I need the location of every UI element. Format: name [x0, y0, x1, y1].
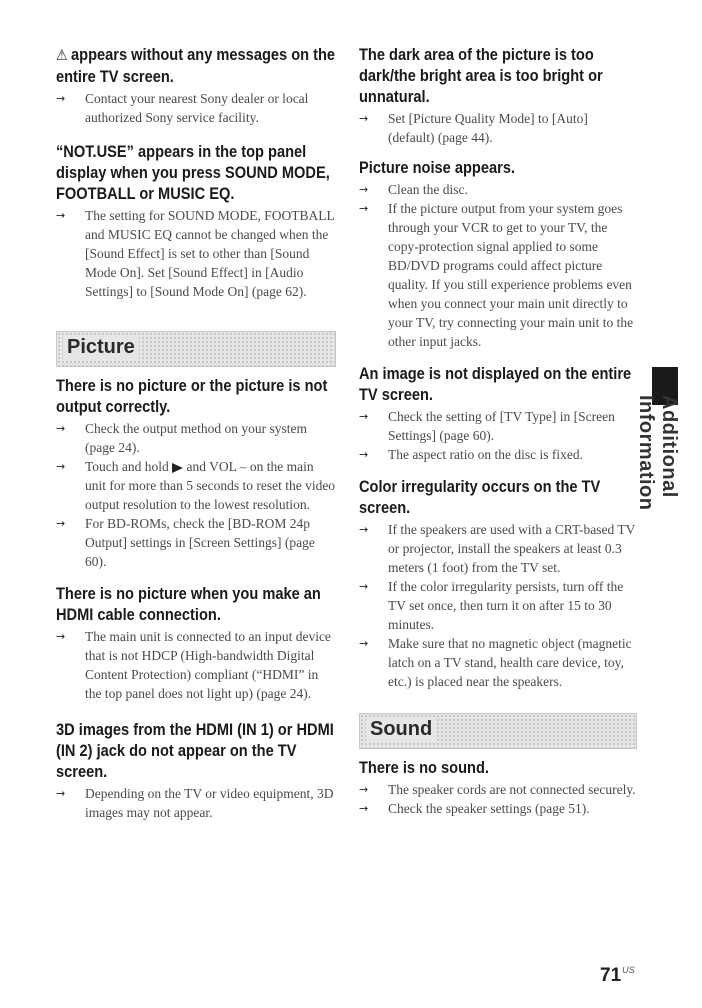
list-item: → The aspect ratio on the disc is fixed. [359, 447, 583, 462]
section-3d [56, 719, 336, 822]
list-item: → The main unit is connected to an input device that is not HDCP (High-bandwidth Digital Content Protection) compliant (“HDMI” in the top panel does not light up) (page 24). [56, 629, 331, 701]
list-item: → Make sure that no magnetic object (magnetic latch on a TV stand, health care device, toy, etc.) is placed near the speakers. [359, 636, 632, 689]
section-heading: “NOT.USE” appears in the top panel display when you press SOUND MODE, FOOTBALL or MUSIC EQ. [56, 142, 330, 203]
arrow-icon: → [359, 523, 369, 536]
section-heading: There is no sound. [359, 758, 489, 777]
list-item: → If the speakers are used with a CRT-based TV or projector, install the speakers at least 0.3 meters (1 foot) from the TV set. [359, 522, 636, 575]
list-item: → If the color irregularity persists, turn off the TV set once, then turn it on after 15 to 30 minutes. [359, 579, 624, 632]
arrow-icon: → [359, 580, 369, 593]
arrow-icon: → [359, 183, 369, 196]
list-item: → Check the speaker settings (page 51). [359, 801, 590, 816]
section-heading: An image is not displayed on the entire TV screen. [359, 364, 632, 404]
warning-triangle-icon: ⚠ [56, 47, 68, 64]
list-item: → Depending on the TV or video equipment, 3D images may not appear. [56, 786, 334, 820]
arrow-icon: → [56, 422, 66, 435]
sound-banner [359, 713, 637, 749]
arrow-icon: → [359, 802, 369, 815]
banner-label: Sound [366, 718, 436, 741]
arrow-icon: → [56, 630, 66, 643]
list-item: → If the picture output from your system goes through your VCR to get to your TV, the copy-protection signal applied to some BD/DVD programs could affect picture quality. If you still experience problems even when you connect your main unit directly to your TV, try connecting your main unit to the other input jacks. [359, 201, 634, 349]
right-column [359, 44, 637, 818]
list-item: → Set [Picture Quality Mode] to [Auto] (default) (page 44). [359, 111, 588, 145]
arrow-icon: → [359, 637, 369, 650]
section-heading: The dark area of the picture is too dark/the bright area is too bright or unnatural. [359, 45, 603, 106]
list-item: → The speaker cords are not connected securely. [359, 782, 636, 797]
page-number-value: 71 [600, 965, 622, 986]
arrow-icon: → [56, 209, 66, 222]
list-item: → Check the setting of [TV Type] in [Screen Settings] (page 60). [359, 409, 615, 443]
list-item: → The setting for SOUND MODE, FOOTBALL and MUSIC EQ cannot be changed when the [Sound Effect] is set to other than [Sound Mode On]. Set [Sound Effect] in [Audio Settings] to [Sound Mode On] (page 62). [56, 208, 335, 299]
section-heading: There is no picture when you make an HDMI cable connection. [56, 584, 321, 624]
arrow-icon: → [56, 517, 66, 530]
left-column [56, 44, 336, 822]
list-item: → Touch and hold and VOL – on the main unit for more than 5 seconds to reset the video output resolution to the lowest resolution. [56, 459, 336, 512]
play-icon [172, 463, 183, 473]
section-heading: Color irregularity occurs on the TV screen. [359, 477, 601, 517]
arrow-icon: → [359, 112, 369, 125]
section-heading: ⚠ appears without any messages on the entire TV screen. [56, 45, 336, 86]
arrow-icon: → [56, 92, 66, 105]
arrow-icon: → [359, 783, 369, 796]
section-hdmi [56, 583, 336, 703]
arrow-icon: → [56, 460, 66, 473]
list-item: → Contact your nearest Sony dealer or local authorized Sony service facility. [56, 91, 309, 125]
side-tab-label: Additional Information [635, 395, 680, 511]
page-number [600, 965, 635, 987]
section-image-not-displayed [359, 363, 637, 464]
section-no-message [56, 44, 336, 127]
arrow-icon: → [359, 410, 369, 423]
section-no-sound [359, 757, 637, 818]
section-not-use [56, 141, 336, 301]
picture-banner [56, 331, 336, 367]
section-color-irregularity [359, 476, 637, 691]
list-item: → For BD-ROMs, check the [BD-ROM 24p Output] settings in [Screen Settings] (page 60). [56, 516, 315, 569]
arrow-icon: → [359, 202, 369, 215]
section-heading: There is no picture or the picture is not output correctly. [56, 376, 328, 416]
section-heading: 3D images from the HDMI (IN 1) or HDMI (IN 2) jack do not appear on the TV screen. [56, 720, 334, 781]
section-heading: Picture noise appears. [359, 158, 516, 177]
banner-label: Picture [63, 336, 139, 359]
section-noise [359, 157, 637, 351]
list-item: → Clean the disc. [359, 182, 468, 197]
page-number-suffix: US [622, 965, 635, 975]
section-no-picture [56, 375, 336, 571]
section-dark-area [359, 44, 637, 147]
list-item: → Check the output method on your system (page 24). [56, 421, 307, 455]
arrow-icon: → [359, 448, 369, 461]
arrow-icon: → [56, 787, 66, 800]
